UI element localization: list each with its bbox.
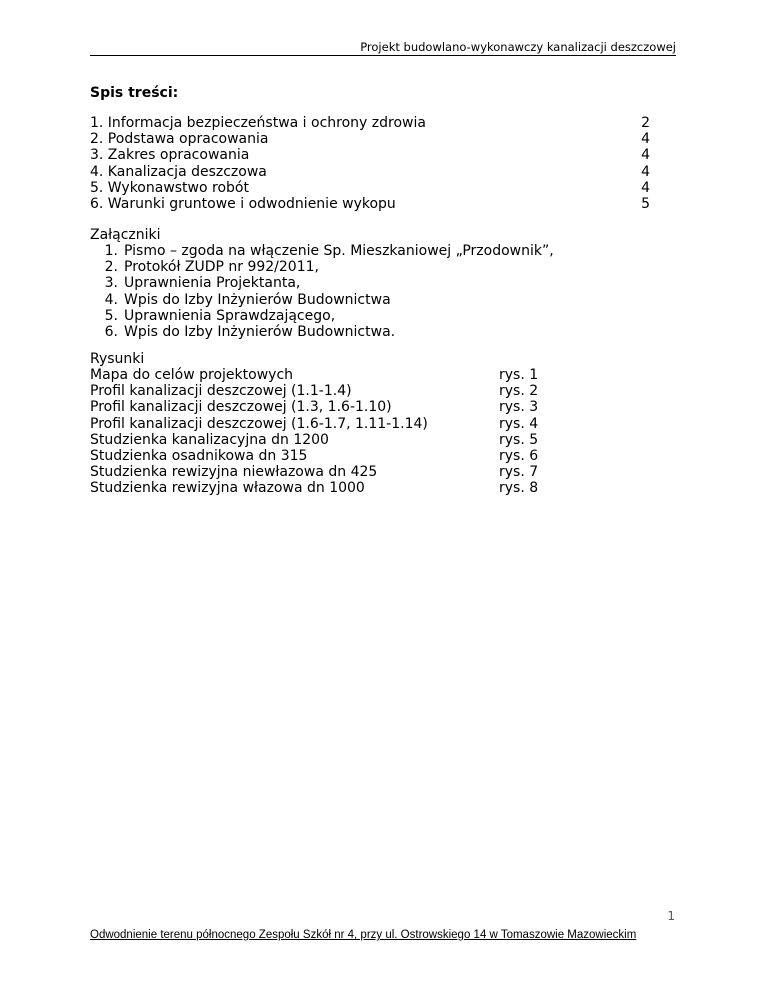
drawing-item bbox=[90, 448, 550, 464]
drawing-ref: rys. 1 bbox=[499, 367, 539, 383]
attachment-number: 5. bbox=[104, 307, 118, 324]
header-divider bbox=[90, 55, 676, 56]
drawing-item bbox=[90, 464, 550, 480]
attachment-number: 1. bbox=[104, 243, 118, 259]
attachments-list bbox=[90, 243, 554, 340]
drawings-list bbox=[90, 367, 550, 497]
toc-item bbox=[90, 164, 650, 180]
drawing-ref: rys. 6 bbox=[499, 447, 539, 464]
page-header: Projekt budowlano-wykonawczy kanalizacji deszczowej bbox=[360, 40, 676, 54]
attachment-item bbox=[90, 275, 554, 291]
drawing-label: Profil kanalizacji deszczowej (1.6-1.7, 1.11-1.14) bbox=[90, 415, 428, 432]
toc-item-label: 6. Warunki gruntowe i odwodnienie wykopu bbox=[90, 195, 396, 212]
page-footer: Odwodnienie terenu północnego Zespołu Szkół nr 4, przy ul. Ostrowskiego 14 w Tomaszowie Mazowieckim bbox=[90, 929, 637, 941]
toc-item-label: 2. Podstawa opracowania bbox=[90, 131, 269, 148]
attachment-text: Uprawnienia Sprawdzającego, bbox=[124, 307, 336, 324]
toc-title: Spis treści: bbox=[90, 85, 179, 101]
attachment-number: 4. bbox=[104, 291, 118, 308]
drawing-ref: rys. 4 bbox=[499, 415, 539, 432]
toc-item bbox=[90, 115, 650, 131]
drawing-label: Studzienka kanalizacyjna dn 1200 bbox=[90, 431, 329, 448]
toc-item-label: 5. Wykonawstwo robót bbox=[90, 179, 249, 196]
drawing-ref: rys. 7 bbox=[499, 464, 539, 481]
page-number: 1 bbox=[667, 909, 675, 923]
toc-item bbox=[90, 180, 650, 196]
attachment-text: Pismo – zgoda na włączenie Sp. Mieszkaniowej „Przodownik”, bbox=[124, 243, 554, 259]
drawing-item bbox=[90, 367, 550, 383]
drawing-label: Profil kanalizacji deszczowej (1.1-1.4) bbox=[90, 383, 352, 400]
toc-item-label: 3. Zakres opracowania bbox=[90, 147, 250, 164]
attachment-number: 6. bbox=[104, 323, 118, 340]
drawing-item bbox=[90, 480, 550, 496]
attachment-item bbox=[90, 324, 554, 340]
toc-item-page: 4 bbox=[641, 147, 650, 164]
toc-item bbox=[90, 147, 650, 163]
drawing-item bbox=[90, 432, 550, 448]
drawing-ref: rys. 2 bbox=[499, 383, 539, 400]
attachment-number: 2. bbox=[104, 259, 118, 276]
drawing-label: Studzienka osadnikowa dn 315 bbox=[90, 447, 308, 464]
attachment-text: Protokół ZUDP nr 992/2011, bbox=[124, 259, 319, 276]
attachment-item bbox=[90, 259, 554, 275]
drawing-label: Studzienka rewizyjna niewłazowa dn 425 bbox=[90, 464, 378, 481]
toc-item-label: 1. Informacja bezpieczeństwa i ochrony zdrowia bbox=[90, 115, 426, 131]
attachment-text: Wpis do Izby Inżynierów Budownictwa. bbox=[124, 323, 396, 340]
toc-item-label: 4. Kanalizacja deszczowa bbox=[90, 163, 267, 180]
drawing-item bbox=[90, 383, 550, 399]
table-of-contents bbox=[90, 115, 650, 212]
toc-item bbox=[90, 196, 650, 212]
drawing-ref: rys. 5 bbox=[499, 431, 539, 448]
drawing-label: Profil kanalizacji deszczowej (1.3, 1.6-1.10) bbox=[90, 399, 392, 416]
toc-item-page: 5 bbox=[641, 195, 650, 212]
drawings-title: Rysunki bbox=[90, 351, 145, 367]
drawing-label: Studzienka rewizyjna włazowa dn 1000 bbox=[90, 480, 365, 497]
toc-item-page: 2 bbox=[641, 115, 650, 131]
attachments-title: Załączniki bbox=[90, 227, 161, 243]
attachment-item bbox=[90, 243, 554, 259]
drawing-ref: rys. 3 bbox=[499, 399, 539, 416]
drawing-label: Mapa do celów projektowych bbox=[90, 367, 294, 383]
toc-item-page: 4 bbox=[641, 131, 650, 148]
toc-item-page: 4 bbox=[641, 179, 650, 196]
toc-item-page: 4 bbox=[641, 163, 650, 180]
attachment-item bbox=[90, 308, 554, 324]
drawing-item bbox=[90, 399, 550, 415]
toc-item bbox=[90, 131, 650, 147]
attachment-text: Uprawnienia Projektanta, bbox=[124, 275, 301, 292]
drawing-item bbox=[90, 416, 550, 432]
attachment-text: Wpis do Izby Inżynierów Budownictwa bbox=[124, 291, 391, 308]
attachment-item bbox=[90, 292, 554, 308]
drawing-ref: rys. 8 bbox=[499, 480, 539, 497]
attachment-number: 3. bbox=[104, 275, 118, 292]
